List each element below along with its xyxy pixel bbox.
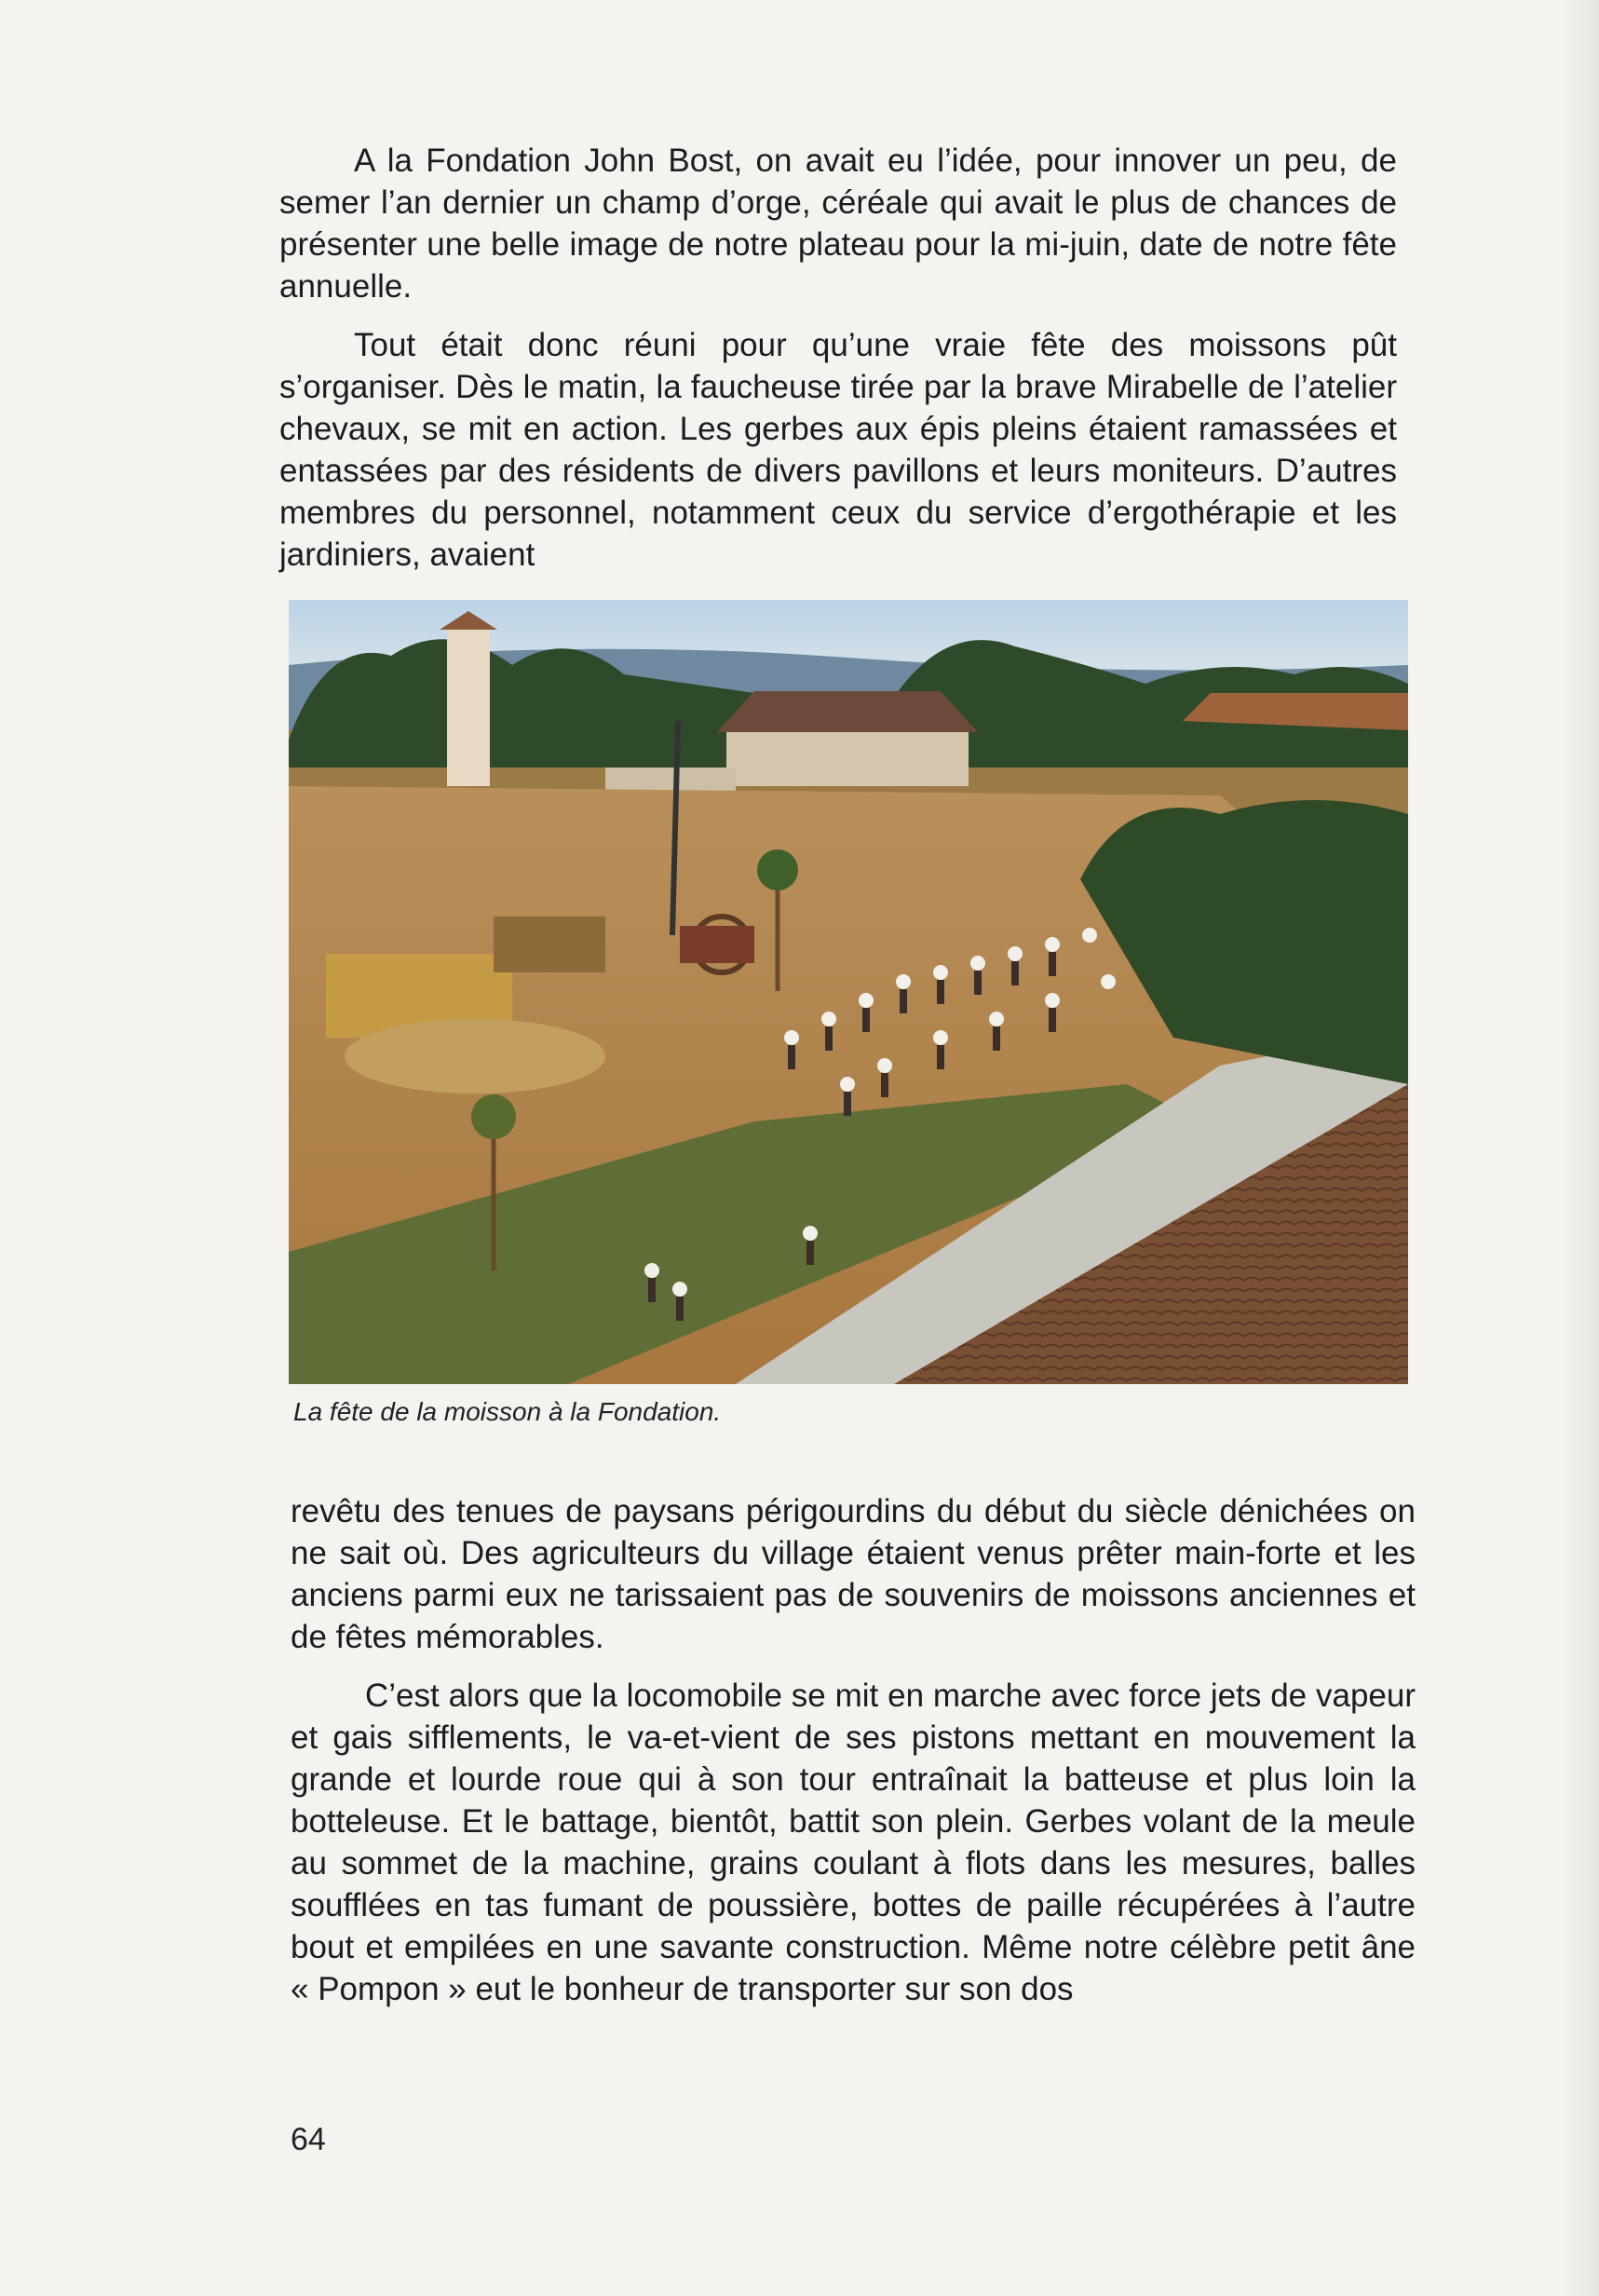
harvest-festival-photo (289, 600, 1408, 1384)
paragraph: A la Fondation John Bost, on avait eu l’idée, pour innover un peu, de semer l’an dernier un champ d’orge, céréale qui avait le plus de chances de présenter une belle image de notre plateau pour la mi-juin, date de notre fête annuelle. (279, 143, 1397, 305)
photo-caption: La fête de la moisson à la Fondation. (293, 1397, 722, 1426)
page-number: 64 (291, 2122, 326, 2157)
paragraph: Tout était donc réuni pour qu’une vraie fête des moissons pût s’organiser. Dès le matin, la faucheuse tirée par la brave Mirabelle de l’atelier chevaux, se mit en action. Les gerbes aux épis pleins étaient ramassées et entassées par des résidents de divers pavillons et leurs moniteurs. D’autres membres du personnel, notamment ceux du service d’ergothérapie et les jardiniers, avaient (279, 327, 1397, 573)
paragraph: C’est alors que la locomobile se mit en marche avec force jets de vapeur et gais sifflements, le va-et-vient de ses pistons mettant en mouvement la grande et lourde roue qui à son tour entraînait la batteuse et plus loin la botteleuse. Et le battage, bientôt, battit son plein. Gerbes volant de la meule au sommet de la machine, grains coulant à flots dans les mesures, balles soufflées en tas fumant de poussière, bottes de paille récupérées à l’autre bout et empilées en une savante construction. Même notre célèbre petit âne « Pompon » eut le bonheur de transporter sur son dos (291, 1678, 1416, 2007)
page-edge-shadow (1562, 0, 1599, 2296)
text-block-top (279, 140, 1397, 592)
text-block-bottom (291, 1490, 1416, 2027)
paragraph: revêtu des tenues de paysans périgourdins du début du siècle dénichées on ne sait où. Des agriculteurs du village étaient venus prêter main-forte et les anciens parmi eux ne tarissaient pas de souvenirs de moissons anciennes et de fêtes mémorables. (291, 1493, 1416, 1655)
